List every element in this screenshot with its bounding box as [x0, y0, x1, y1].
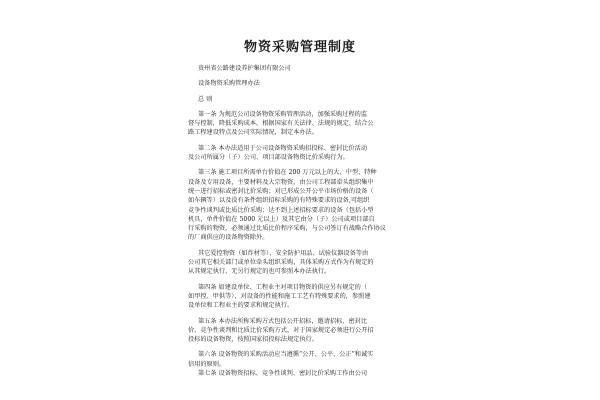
article-line: 统一进行招标或密封比价采购；对已形成公开公平市场价格的设备（: [188, 187, 374, 195]
article-line: 公司其它相关部门或单位牵头组织采购，具体采购方式作为有规定的: [188, 259, 374, 267]
article-line: 信用的原则。: [188, 360, 226, 368]
article-line: 设备及专用设备，主要材料及大宗物资，由公司工程部牵头组织集中: [188, 178, 374, 186]
article-line: 及公司所属分（子）公司、项目部设备物资比价采购行为。: [188, 154, 349, 162]
article-5: [188, 317, 414, 345]
article-line: 第一条 为规范公司设备物资采购管理活动，加强采购过程的监: [198, 110, 368, 118]
article-line: 第六条 设备物资的采购活动应当遵循“公开、公平、公正”和诚实: [198, 351, 374, 359]
article-line: 第五条 本办法所称采购方式包括公开招标，邀请招标、密封比: [198, 317, 368, 325]
document-subtitle: 设备物资采购管理办法: [198, 80, 260, 88]
article-line: 价、竞争性谈判和比质比价采购方式，对于国家规定必须进行公开招: [188, 326, 374, 334]
article-line: 投标的设备物资，按照国家招投标法规定执行。: [188, 336, 318, 344]
article-3: [188, 168, 414, 242]
article-line: 第七条 设备物资招标、竞争性谈判、密封比价采购工作由公司: [198, 370, 368, 378]
article-line: 行采购的物资，必须通过比质比价程序采购，与公司签订有战略合作协议: [188, 225, 386, 233]
article-line: 如车辆等）以及没有条件组织招标采购的有特殊要求的设备,可组织: [188, 197, 370, 205]
article-2: [188, 144, 414, 163]
article-line: 从其规定执行，无另行规定的也可参照本办法执行。: [188, 268, 331, 276]
article-6: [188, 350, 414, 378]
article-line: 第四条 如建设单位、工程业主对项目物资的供应另有规定的（: [198, 283, 368, 291]
article-line: 路工程建设特点及公司实际情况，制定本办法。: [188, 129, 318, 137]
article-line: 其它爱控物资（如炸材等）、安全防护用品、试验仪器设备等由: [198, 249, 369, 257]
article-line: 第三条 施工项目所需单台价值在 200 万元以上的大、中型、特种: [198, 169, 377, 177]
article-line: 第二条 本办法适用于公司设备物资采购招投标、密封比价活动: [198, 144, 368, 152]
article-3b: [188, 249, 414, 277]
document-body: [188, 64, 414, 378]
company-name: 贵州省公路建设养护集团有限公司: [198, 65, 291, 72]
article-1: [188, 110, 414, 138]
article-line: 机具，单件价值在 5000 元以上）及其它由分（子）公司或项目部自: [188, 215, 375, 223]
document-title: 物资采购管理制度: [243, 40, 356, 55]
article-line: 如甲控、甲供等），对设备的性能和施工工艺有特殊要求的，参照建: [188, 292, 371, 300]
article-4: [188, 283, 414, 311]
article-line: 设单位和工程业主的要求和规定执行。: [188, 302, 294, 310]
article-line: 竞争性谈判或比质比价采购；达不到上述招标要求的设备（包括小型: [188, 206, 374, 214]
article-line: 督与控制，降低采购成本，根据国家有关法律、法规的规定，结合公: [188, 120, 374, 128]
section-heading: 总 则: [198, 95, 213, 103]
article-line: 的厂商供应的设备物资除外。: [188, 234, 269, 242]
